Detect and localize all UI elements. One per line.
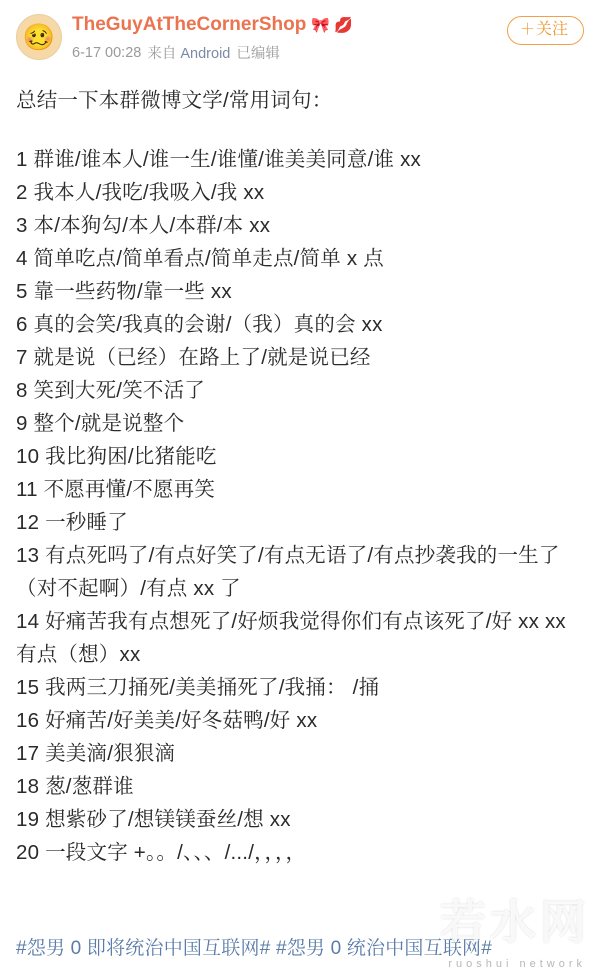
post-header xyxy=(16,14,584,70)
username[interactable]: TheGuyAtTheCornerShop xyxy=(72,14,307,35)
post-content-line: 17 美美滴/狠狠滴 xyxy=(16,742,176,765)
post-header-text xyxy=(62,14,507,63)
post-content-line: 16 好痛苦/好美美/好冬菇鸭/好 xx xyxy=(16,709,318,732)
post-content-title: 总结一下本群微博文学/常用词句： xyxy=(16,89,333,112)
post-content-line: 19 想紫砂了/想镁镁蚕丝/想 xx xyxy=(16,808,291,831)
post-content-line: 6 真的会笑/我真的会谢/（我）真的会 xx xyxy=(16,313,383,336)
post-content-line: 18 葱/葱群谁 xyxy=(16,775,134,798)
watermark-subtext: ruoshui network xyxy=(448,958,586,970)
username-badge-emoji: 🎀 💋 xyxy=(311,17,353,34)
post-content-line: 12 一秒睡了 xyxy=(16,511,128,534)
post-content-line: 10 我比狗困/比猪能吃 xyxy=(16,445,217,468)
post-content-line: 11 不愿再懂/不愿再笑 xyxy=(16,478,216,501)
post-topics[interactable]: #怨男 0 即将统治中国互联网# #怨男 0 统治中国互联网# xyxy=(16,938,492,959)
post-content-line: 4 简单吃点/简单看点/简单走点/简单 x 点 xyxy=(16,247,384,270)
follow-button[interactable] xyxy=(507,16,584,45)
content-spacer xyxy=(16,117,584,143)
post-content xyxy=(16,84,584,869)
post-content-line: 2 我本人/我吃/我吸入/我 xx xyxy=(16,181,265,204)
avatar-emoji: 🥴 xyxy=(22,22,56,52)
post-meta xyxy=(72,42,507,63)
post-source-prefix: 来自 xyxy=(147,46,177,62)
post-timestamp: 6-17 00:28 xyxy=(72,44,142,61)
post-content-line: 7 就是说（已经）在路上了/就是说已经 xyxy=(16,346,371,369)
plus-icon: ＋ xyxy=(519,21,535,38)
post-content-line: 15 我两三刀捅死/美美捅死了/我捅： /捅 xyxy=(16,676,380,699)
username-row xyxy=(72,14,507,36)
follow-button-label: 关注 xyxy=(535,21,568,38)
post-content-line: 5 靠一些药物/靠一些 xx xyxy=(16,280,232,303)
post-content-line: 9 整个/就是说整个 xyxy=(16,412,185,435)
post-content-line: 8 笑到大死/笑不活了 xyxy=(16,379,205,402)
post-content-line: 13 有点死吗了/有点好笑了/有点无语了/有点抄袭我的一生了（对不起啊）/有点 xx 了 xyxy=(16,544,560,600)
post-content-lines xyxy=(16,143,584,869)
post-source xyxy=(147,42,230,63)
watermark-text: 若水网 xyxy=(440,896,590,948)
post-edited-label: 已编辑 xyxy=(236,46,280,62)
post-source-app[interactable]: Android xyxy=(180,46,231,62)
post-content-line: 1 群谁/谁本人/谁一生/谁懂/谁美美同意/谁 xx xyxy=(16,148,421,171)
post-content-line: 14 好痛苦我有点想死了/好烦我觉得你们有点该死了/好 xx xx 有点（想）xx xyxy=(16,610,566,666)
post-content-line: 3 本/本狗勾/本人/本群/本 xx xyxy=(16,214,271,237)
avatar[interactable] xyxy=(16,14,62,60)
post-content-line: 20 一段文字 +。。/、、、/.../，，，， xyxy=(16,841,307,864)
